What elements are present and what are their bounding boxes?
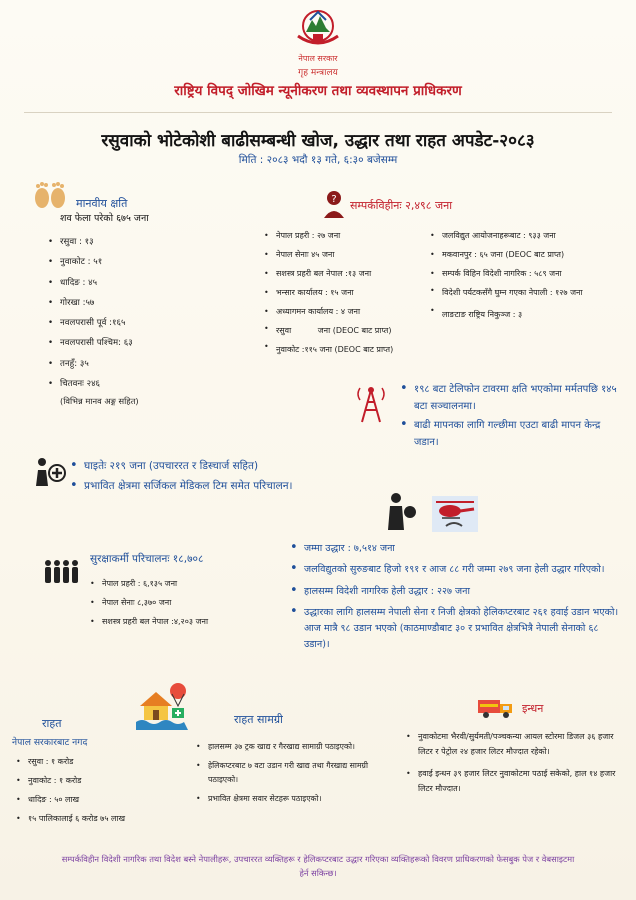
list-item: • हालसम्म ३७ ट्रक खाद्य र गैरखाद्य सामाग्री पठाइएको। <box>196 740 384 755</box>
missing-heading: सम्पर्कविहीनः २,४९८ जना <box>350 199 453 212</box>
list-item: • नेपाल सेनाः ४५ जना <box>264 245 429 264</box>
list-item: • हवाई इन्धन ३९ हजार लिटर नुवाकोटमा पठाई सकेको, हाल १४ हजार लिटर मौज्दात। <box>406 767 628 796</box>
ministry-label: गृह मन्त्रालय <box>298 68 338 78</box>
relief-material-list <box>196 740 384 806</box>
flood-house-icon <box>136 682 188 730</box>
list-item: • रसुवा : १ करोड <box>16 752 201 771</box>
bodies-found: शव फेला परेको ६७५ जना <box>60 213 149 224</box>
list-item: • उद्धारका लागि हालसम्म नेपाली सेना र निजी क्षेत्रको हेलिकप्टरबाट २६१ हवाई उडान भएको। आज मात्रै ९८ उडान भएको (काठमाण्डौबाट ३० र प्रभावित क्षेत्रभित्रै नेपाली सेनाको ६८ उडान)। <box>290 605 622 653</box>
list-item: • बाढी मापनका लागि गल्छीमा एउटा बाढी मापन केन्द्र जडान। <box>400 418 622 451</box>
list-item: • धादिङ : ५० लाख <box>16 790 201 809</box>
svg-text:?: ? <box>331 194 337 205</box>
relief-subheading: नेपाल सरकारबाट नगद <box>12 737 88 748</box>
security-heading: सुरक्षाकर्मी परिचालनः १८,७०८ <box>90 553 204 565</box>
list-item: • नवलपरासी पश्चिम: ६३ <box>48 333 228 353</box>
list-item: • भन्सार कार्यालय : १५ जना <box>264 283 429 302</box>
list-item: • नुवाकोट :११५ जना (DEOC बाट प्राप्त) <box>264 339 429 358</box>
injured-icon <box>32 456 66 488</box>
rescue-list <box>290 541 622 653</box>
list-item <box>264 321 429 339</box>
security-list <box>90 574 280 631</box>
list-item: • नेपाल प्रहरी : २७ जना <box>264 226 429 245</box>
list-item: • विदेशी पर्यटकसँगै घुम्न गएका नेपाली : १२७ जना <box>430 283 620 301</box>
list-item: • धादिङ : ४५ <box>48 273 228 293</box>
list-item: • सशस्त्र प्रहरी बल नेपाल :१३ जना <box>264 264 429 283</box>
list-item: • प्रभावित क्षेत्रमा सर्जिकल मेडिकल टिम समेत परिचालन। <box>70 478 320 495</box>
fuel-heading: इन्धन <box>522 702 544 715</box>
list-item: • नेपाल सेनाः ८,३७० जना <box>90 593 280 612</box>
list-item: • प्रभावित क्षेत्रमा सवार सेटहरू पठाइएको। <box>196 792 384 807</box>
list-item: • लाङटाङ राष्ट्रिय निकुञ्ज : ३ <box>430 301 620 324</box>
list-item: • हेलिकप्टरबाट ७ वटा उडान गरी खाद्य तथा गैरखाद्य सामग्री पठाइएको। <box>196 759 384 788</box>
crowd-icon <box>42 558 82 584</box>
list-item: • गोरखा :५७ <box>48 293 228 313</box>
list-item: • नुवाकोटमा भैरवी/सुर्यमती/पञ्चकन्या आयल स्टोरमा डिजल ३६ हजार लिटर र पेट्रोल २४ हजार लिटर मौज्दात रहेको। <box>406 730 628 759</box>
header-divider <box>24 112 612 113</box>
list-item: • १५ पालिकालाई ६ करोड ७५ लाख <box>16 809 201 828</box>
list-item: • रसुवा : १३ <box>48 232 228 252</box>
relief-list <box>16 752 201 828</box>
authority-title: राष्ट्रिय विपद् जोखिम न्यूनीकरण तथा व्यवस्थापन प्राधिकरण <box>174 83 462 99</box>
list-item: • तनहुँ: ३५ <box>48 354 228 374</box>
list-item: • चितवनः २४६ <box>48 374 228 394</box>
page-title: रसुवाको भोटेकोशी बाढीसम्बन्धी खोज, उद्धार तथा राहत अपडेट-२०८३ <box>101 131 535 151</box>
missing-list-left <box>264 226 429 358</box>
emblem-icon <box>288 6 348 52</box>
government-label: नेपाल सरकार <box>298 54 338 63</box>
human-loss-note: (विभिन्न मानव अङ्ग सहित) <box>60 396 139 406</box>
helicopter-icon <box>432 496 478 532</box>
list-item: • सशस्त्र प्रहरी बल नेपाल :४,२०३ जना <box>90 612 280 631</box>
missing-list-right <box>430 226 620 324</box>
telecom-list <box>400 382 622 451</box>
missing-person-icon <box>322 190 346 218</box>
list-item: • नवलपरासी पूर्व :१६५ <box>48 313 228 333</box>
tower-icon <box>354 384 388 424</box>
list-item: • हालसम्म विदेशी नागरिक हेली उद्धार : २२७ जना <box>290 584 622 600</box>
list-item: • घाइतेः २१९ जना (उपचाररत र डिस्चार्ज सहित) <box>70 458 320 475</box>
list-item: • नुवाकोट : १ करोड <box>16 771 201 790</box>
list-item: • १९८ बटा टेलिफोन टावरमा क्षति भएकोमा मर्मतपछि १४५ बटा सञ्चालनमा। <box>400 382 622 415</box>
list-item: • सम्पर्क विहिन विदेशी नागरिक : ५८९ जना <box>430 264 620 283</box>
list-item: • नेपाल प्रहरी : ६,१३५ जना <box>90 574 280 593</box>
list-item: • जलविद्युतको सुरुङबाट हिजो १९१ र आज ८८ गरी जम्मा २७९ जना हेली उद्धार गरिएको। <box>290 562 622 578</box>
truck-icon <box>478 696 514 720</box>
header <box>0 0 636 116</box>
list-item: • जम्मा उद्धार : ७,५१४ जना <box>290 541 622 557</box>
relief-heading: राहत <box>42 717 62 730</box>
rasuwa-value: जना (DEOC बाट प्राप्त) <box>317 326 392 335</box>
list-item: • अध्यागमन कार्यालय : ४ जना <box>264 302 429 321</box>
injured-list <box>70 458 320 495</box>
human-loss-list <box>48 232 228 394</box>
footer-note: सम्पर्कविहीन विदेशी नागरिक तथा विदेश बस्ने नेपालीहरू, उपचाररत व्यक्तिहरू र हेलिकप्टरबाट उद्धार गरिएका व्यक्तिहरूको विवरण प्राधिकरणको फेसबुक पेज र वेबसाइटमा हेर्न सकिन्छ। <box>61 854 575 879</box>
fuel-list <box>406 730 628 796</box>
footprints-icon <box>30 178 70 210</box>
relief-material-heading: राहत सामग्री <box>234 713 283 726</box>
list-item: • नुवाकोट : ५१ <box>48 252 228 272</box>
report-date: मिति : २०८३ भदौ १३ गते, ६:३० बजेसम्म <box>238 154 398 166</box>
human-loss-heading: मानवीय क्षति <box>76 197 128 210</box>
rescuer-icon <box>384 492 418 532</box>
rasuwa-label: रसुवा <box>276 326 292 335</box>
list-item: • मकवानपुर : ६५ जना (DEOC बाट प्राप्त) <box>430 245 620 264</box>
list-item: • जलविद्युत आयोजनाहरूबाट : ९३३ जना <box>430 226 620 245</box>
